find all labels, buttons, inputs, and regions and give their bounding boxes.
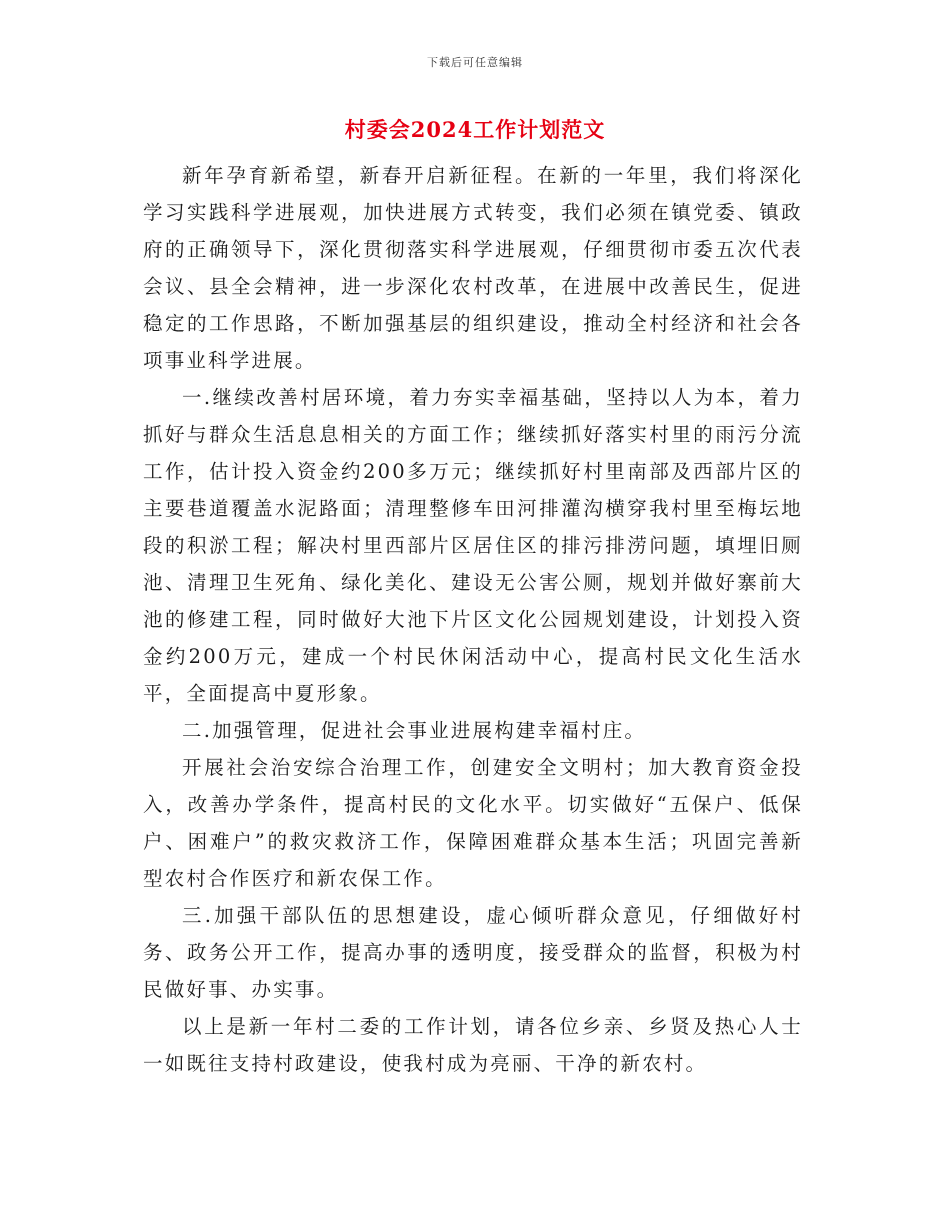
paragraph-section-three: 三.加强干部队伍的思想建设，虚心倾听群众意见，仔细做好村务、政务公开工作，提高办事的透明度，接受群众的监督，积极为村民做好事、办实事。 [143, 904, 803, 1001]
paragraph-intro: 新年孕育新希望，新春开启新征程。在新的一年里，我们将深化学习实践科学进展观，加快进展方式转变，我们必须在镇党委、镇政府的正确领导下，深化贯彻落实科学进展观，仔细贯彻市委五次代表会议、县全会精神，进一步深化农村改革，在进展中改善民生，促进稳定的工作思路，不断加强基层的组织建设，推动全村经济和社会各项事业科学进展。 [143, 164, 803, 372]
paragraph-section-two-body: 开展社会治安综合治理工作，创建安全文明村；加大教育资金投入，改善办学条件，提高村民的文化水平。切实做好“五保户、低保户、困难户”的救灾救济工作，保障困难群众基本生活；巩固完善新型农村合作医疗和新农保工作。 [143, 756, 803, 890]
paragraph-section-one: 一.继续改善村居环境，着力夯实幸福基础，坚持以人为本，着力抓好与群众生活息息相关的方面工作；继续抓好落实村里的雨污分流工作，估计投入资金约200多万元；继续抓好村里南部及西部片区的主要巷道覆盖水泥路面；清理整修车田河排灌沟横穿我村里至梅坛地段的积淤工程；解决村里西部片区居住区的排污排涝问题，填埋旧厕池、清理卫生死角、绿化美化、建设无公害公厕，规划并做好寨前大池的修建工程，同时做好大池下片区文化公园规划建设，计划投入资金约200万元，建成一个村民休闲活动中心，提高村民文化生活水平，全面提高中夏形象。 [143, 386, 803, 705]
document-body [143, 157, 803, 1082]
paragraph-closing: 以上是新一年村二委的工作计划，请各位乡亲、乡贤及热心人士一如既往支持村政建设，使我村成为亮丽、干净的新农村。 [143, 1015, 803, 1075]
header-note: 下载后可任意编辑 [427, 56, 523, 69]
document-title: 村委会2024工作计划范文 [344, 117, 606, 142]
paragraph-section-two-heading: 二.加强管理，促进社会事业进展构建幸福村庄。 [182, 719, 647, 742]
